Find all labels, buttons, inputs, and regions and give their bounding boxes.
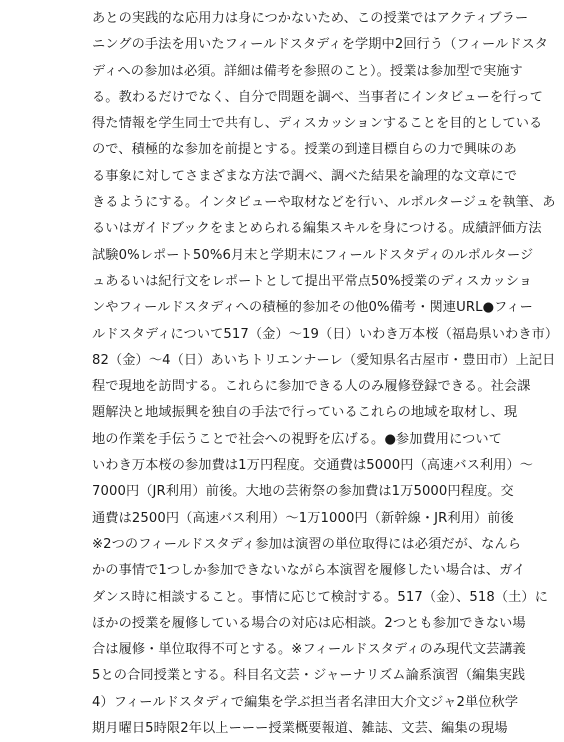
text-line: ほかの授業を履修している場合の対応は応相談。2つとも参加できない場 (92, 615, 526, 631)
text-line: 得た情報を学生同士で共有し、ディスカッションすることを目的としている (92, 116, 543, 132)
text-line: きるようにする。インタビューや取材などを行い、ルポルタージュを執筆、あ (92, 195, 556, 211)
text-line: 通費は2500円（高速バス利用）〜1万1000円（新幹線・JR利用）前後 (92, 510, 514, 526)
text-line: 4）フィールドスタディで編集を学ぶ担当者名津田大介文ジャ2単位秋学 (92, 694, 519, 710)
text-line: 合は履修・単位取得不可とする。※フィールドスタディのみ現代文芸講義 (92, 642, 526, 658)
text-line: ルドスタディについて517（金）〜19（日）いわき万本桜（福島県いわき市） (92, 326, 559, 342)
course-description-text (92, 6, 559, 742)
text-line: ※2つのフィールドスタディ参加は演習の単位取得には必須だが、なんら (92, 536, 522, 552)
text-line: 5との合同授業とする。科目名文芸・ジャーナリズム論系演習（編集実践 (92, 668, 526, 684)
text-line: るいはガイドブックをまとめられる編集スキルを身につける。成績評価方法 (92, 221, 542, 237)
text-line: 程で現地を訪問する。これらに参加できる人のみ履修登録できる。社会課 (92, 379, 531, 395)
text-line: 7000円（JR利用）前後。大地の芸術祭の参加費は1万5000円程度。交 (92, 484, 514, 500)
text-line: 題解決と地域振興を独自の手法で行っているこれらの地域を取材し、現 (92, 405, 518, 421)
text-line: ディへの参加は必須。詳細は備考を参照のこと）。授業は参加型で実施す (92, 63, 523, 79)
text-line: かの事情で1つしか参加できないながら本演習を履修したい場合は、ガイ (92, 563, 526, 579)
text-line: 期月曜日5時限2年以上ーーー授業概要報道、雑誌、文芸、編集の現場 (92, 721, 508, 737)
text-line: 82（金）〜4（日）あいちトリエンナーレ（愛知県名古屋市・豊田市）上記日 (92, 352, 556, 368)
text-line: る事象に対してさまざまな方法で調べ、調べた結果を論理的な文章にで (92, 168, 518, 184)
text-line: 試験0%レポート50%6月末と学期末にフィールドスタディのルポルタージ (92, 247, 534, 263)
text-line: る。教わるだけでなく、自分で問題を調べ、当事者にインタビューを行って (92, 89, 543, 105)
text-line: あとの実践的な応用力は身につかないため、この授業ではアクティブラー (92, 11, 529, 26)
text-line: ンやフィールドスタディへの積極的参加その他0%備考・関連URL●フィー (92, 300, 533, 316)
text-line: いわき万本桜の参加費は1万円程度。交通費は5000円（高速バス利用）〜 (92, 458, 534, 474)
text-line: ダンス時に相談すること。事情に応じて検討する。517（金）、518（土）に (92, 589, 548, 605)
text-line: ニングの手法を用いたフィールドスタディを学期中2回行う（フィールドスタ (92, 37, 549, 53)
text-line: 地の作業を手伝うことで社会への視野を広げる。●参加費用について (92, 431, 502, 447)
text-line: ュあるいは紀行文をレポートとして提出平常点50%授業のディスカッショ (92, 273, 533, 289)
text-line: ので、積極的な参加を前提とする。授業の到達目標自らの力で興味のあ (92, 142, 517, 158)
